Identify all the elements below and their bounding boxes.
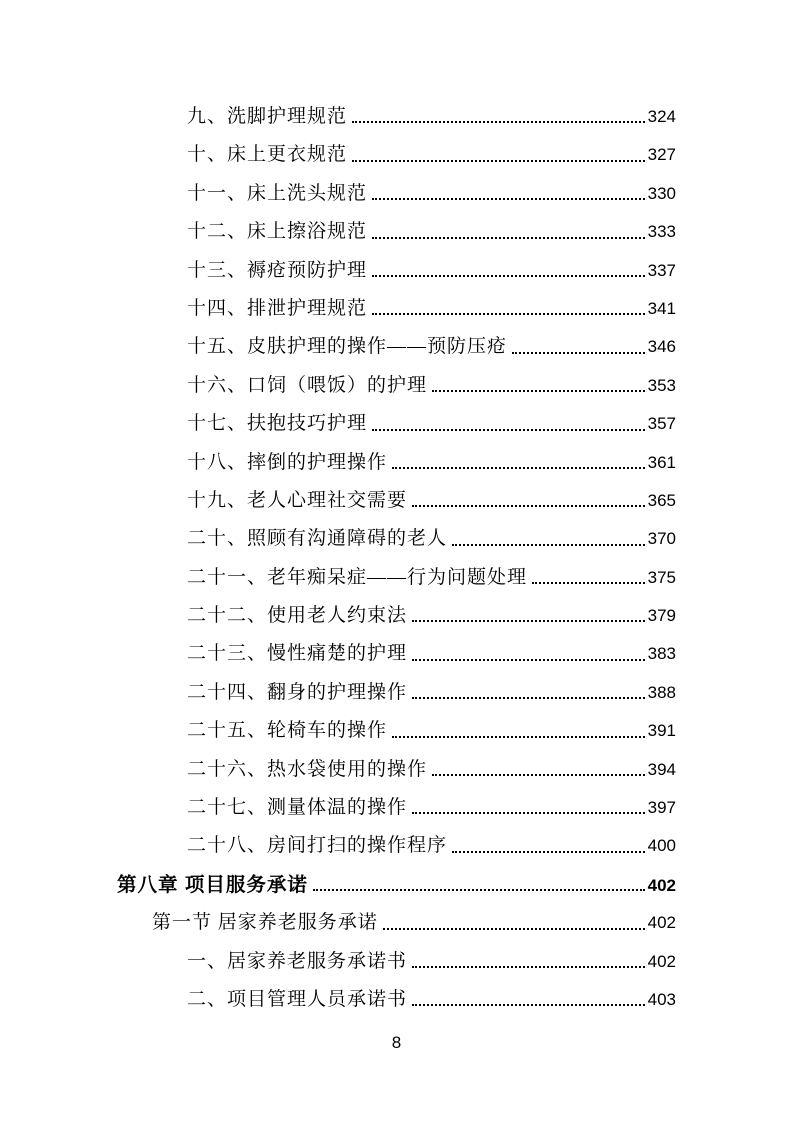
page-footer: [0, 1030, 793, 1056]
toc-dot-leader: [452, 544, 645, 546]
toc-dot-leader: [383, 928, 645, 930]
toc-dot-leader: [412, 1004, 645, 1006]
toc-entry[interactable]: [187, 175, 676, 213]
toc-entry-page-number: 397: [647, 798, 676, 818]
toc-entry-label: 十八、摔倒的护理操作: [187, 451, 388, 473]
toc-dot-leader: [432, 390, 645, 392]
toc-entry[interactable]: [187, 789, 676, 827]
toc-entry[interactable]: [187, 444, 676, 482]
toc-entry-page-number: 370: [647, 529, 676, 549]
toc-entry-page-number: 402: [647, 913, 676, 933]
toc-entry-page-number: 341: [647, 298, 676, 318]
toc-entry-page-number: 353: [647, 375, 676, 395]
toc-entry[interactable]: [187, 712, 676, 750]
toc-entry-label: 二十、照顾有沟通障碍的老人: [187, 528, 448, 550]
toc-entry-label: 二十六、热水袋使用的操作: [187, 758, 428, 780]
toc-entry-label: 二十八、房间打扫的操作程序: [187, 835, 448, 857]
toc-entry[interactable]: [187, 520, 676, 558]
toc-entry-label: 九、洗脚护理规范: [187, 106, 348, 127]
toc-entry[interactable]: [187, 98, 676, 136]
toc-entry-page-number: 391: [647, 721, 676, 741]
toc-entry-label: 二十四、翻身的护理操作: [187, 681, 408, 703]
toc-entry[interactable]: [187, 674, 676, 712]
toc-entry-label: 二、项目管理人员承诺书: [187, 988, 408, 1010]
toc-dot-leader: [372, 237, 645, 239]
toc-dot-leader: [392, 467, 645, 469]
toc-entry[interactable]: [187, 213, 676, 251]
toc-entry[interactable]: [187, 405, 676, 443]
toc-entry-label: 十一、床上洗头规范: [187, 182, 368, 204]
toc-entry-label: 一、居家养老服务承诺书: [187, 950, 408, 972]
toc-entry-label: 第一节 居家养老服务承诺: [152, 912, 378, 934]
toc-entry-page-number: 394: [647, 759, 676, 779]
toc-dot-leader: [412, 659, 645, 661]
toc-entry-page-number: 375: [647, 567, 676, 587]
toc-entry[interactable]: [187, 827, 676, 865]
toc-entry[interactable]: [187, 751, 676, 789]
toc-entry-page-number: 330: [647, 183, 676, 203]
toc-entry-page-number: 402: [647, 875, 676, 895]
toc-dot-leader: [412, 505, 645, 507]
toc-dot-leader: [313, 889, 645, 891]
toc-dot-leader: [372, 198, 645, 200]
toc-entry-label: 十四、排泄护理规范: [187, 297, 368, 319]
toc-dot-leader: [372, 313, 645, 315]
toc-entry-page-number: 365: [647, 490, 676, 510]
toc-entry-label: 十七、扶抱技巧护理: [187, 413, 368, 435]
toc-entry-page-number: 333: [647, 222, 676, 242]
toc-entry-label: 十二、床上擦浴规范: [187, 221, 368, 243]
toc-entry-page-number: 379: [647, 606, 676, 626]
toc-entry-page-number: 400: [647, 836, 676, 856]
toc-entry-page-number: 324: [647, 107, 676, 126]
toc-entry-page-number: 383: [647, 644, 676, 664]
toc-dot-leader: [352, 160, 645, 162]
toc-entry[interactable]: [187, 367, 676, 405]
toc-entry-page-number: 402: [647, 951, 676, 971]
toc-dot-leader: [392, 736, 645, 738]
toc-entry-label: 十三、褥疮预防护理: [187, 259, 368, 281]
toc-entry-label: 十五、皮肤护理的操作——预防压疮: [187, 336, 508, 358]
toc-dot-leader: [352, 121, 645, 123]
toc-entry[interactable]: [187, 290, 676, 328]
toc-entry[interactable]: [187, 136, 676, 174]
toc-entry-label: 二十一、老年痴呆症——行为问题处理: [187, 566, 528, 588]
toc-entry-label: 二十二、使用老人约束法: [187, 605, 408, 627]
toc-entry-page-number: 388: [647, 682, 676, 702]
toc-entry-label: 二十五、轮椅车的操作: [187, 720, 388, 742]
toc-entry[interactable]: [187, 328, 676, 366]
toc-entry[interactable]: [187, 252, 676, 290]
toc-entry-page-number: 403: [647, 989, 676, 1009]
toc-entry[interactable]: [187, 635, 676, 673]
toc-dot-leader: [532, 582, 645, 584]
toc-dot-leader: [512, 352, 645, 354]
toc-dot-leader: [372, 275, 645, 277]
toc-entry[interactable]: [187, 482, 676, 520]
toc-entry[interactable]: [187, 559, 676, 597]
toc-entry-page-number: 346: [647, 337, 676, 357]
toc-entry[interactable]: [117, 866, 676, 904]
toc-entry-page-number: 361: [647, 452, 676, 472]
toc-entry-label: 十九、老人心理社交需要: [187, 489, 408, 511]
toc-entry[interactable]: [152, 904, 676, 942]
toc-entry-page-number: 327: [647, 145, 676, 165]
toc-dot-leader: [432, 774, 645, 776]
toc-entry-label: 十、床上更衣规范: [187, 144, 348, 166]
toc-entry-label: 第八章 项目服务承诺: [117, 873, 308, 896]
toc-dot-leader: [412, 697, 645, 699]
toc-entry-label: 十六、口饲（喂饭）的护理: [187, 374, 428, 396]
toc-entry[interactable]: [187, 981, 676, 1019]
toc-dot-leader: [412, 620, 645, 622]
footer-page-number: 8: [391, 1033, 402, 1052]
toc-list: [117, 98, 676, 1019]
toc-entry-page-number: 357: [647, 414, 676, 434]
toc-entry-label: 二十三、慢性痛楚的护理: [187, 643, 408, 665]
toc-entry[interactable]: [187, 943, 676, 981]
toc-entry[interactable]: [187, 597, 676, 635]
toc-dot-leader: [452, 851, 645, 853]
toc-entry-page-number: 337: [647, 260, 676, 280]
toc-entry-label: 二十七、测量体温的操作: [187, 797, 408, 819]
toc-dot-leader: [412, 966, 645, 968]
toc-dot-leader: [412, 812, 645, 814]
toc-dot-leader: [372, 429, 645, 431]
